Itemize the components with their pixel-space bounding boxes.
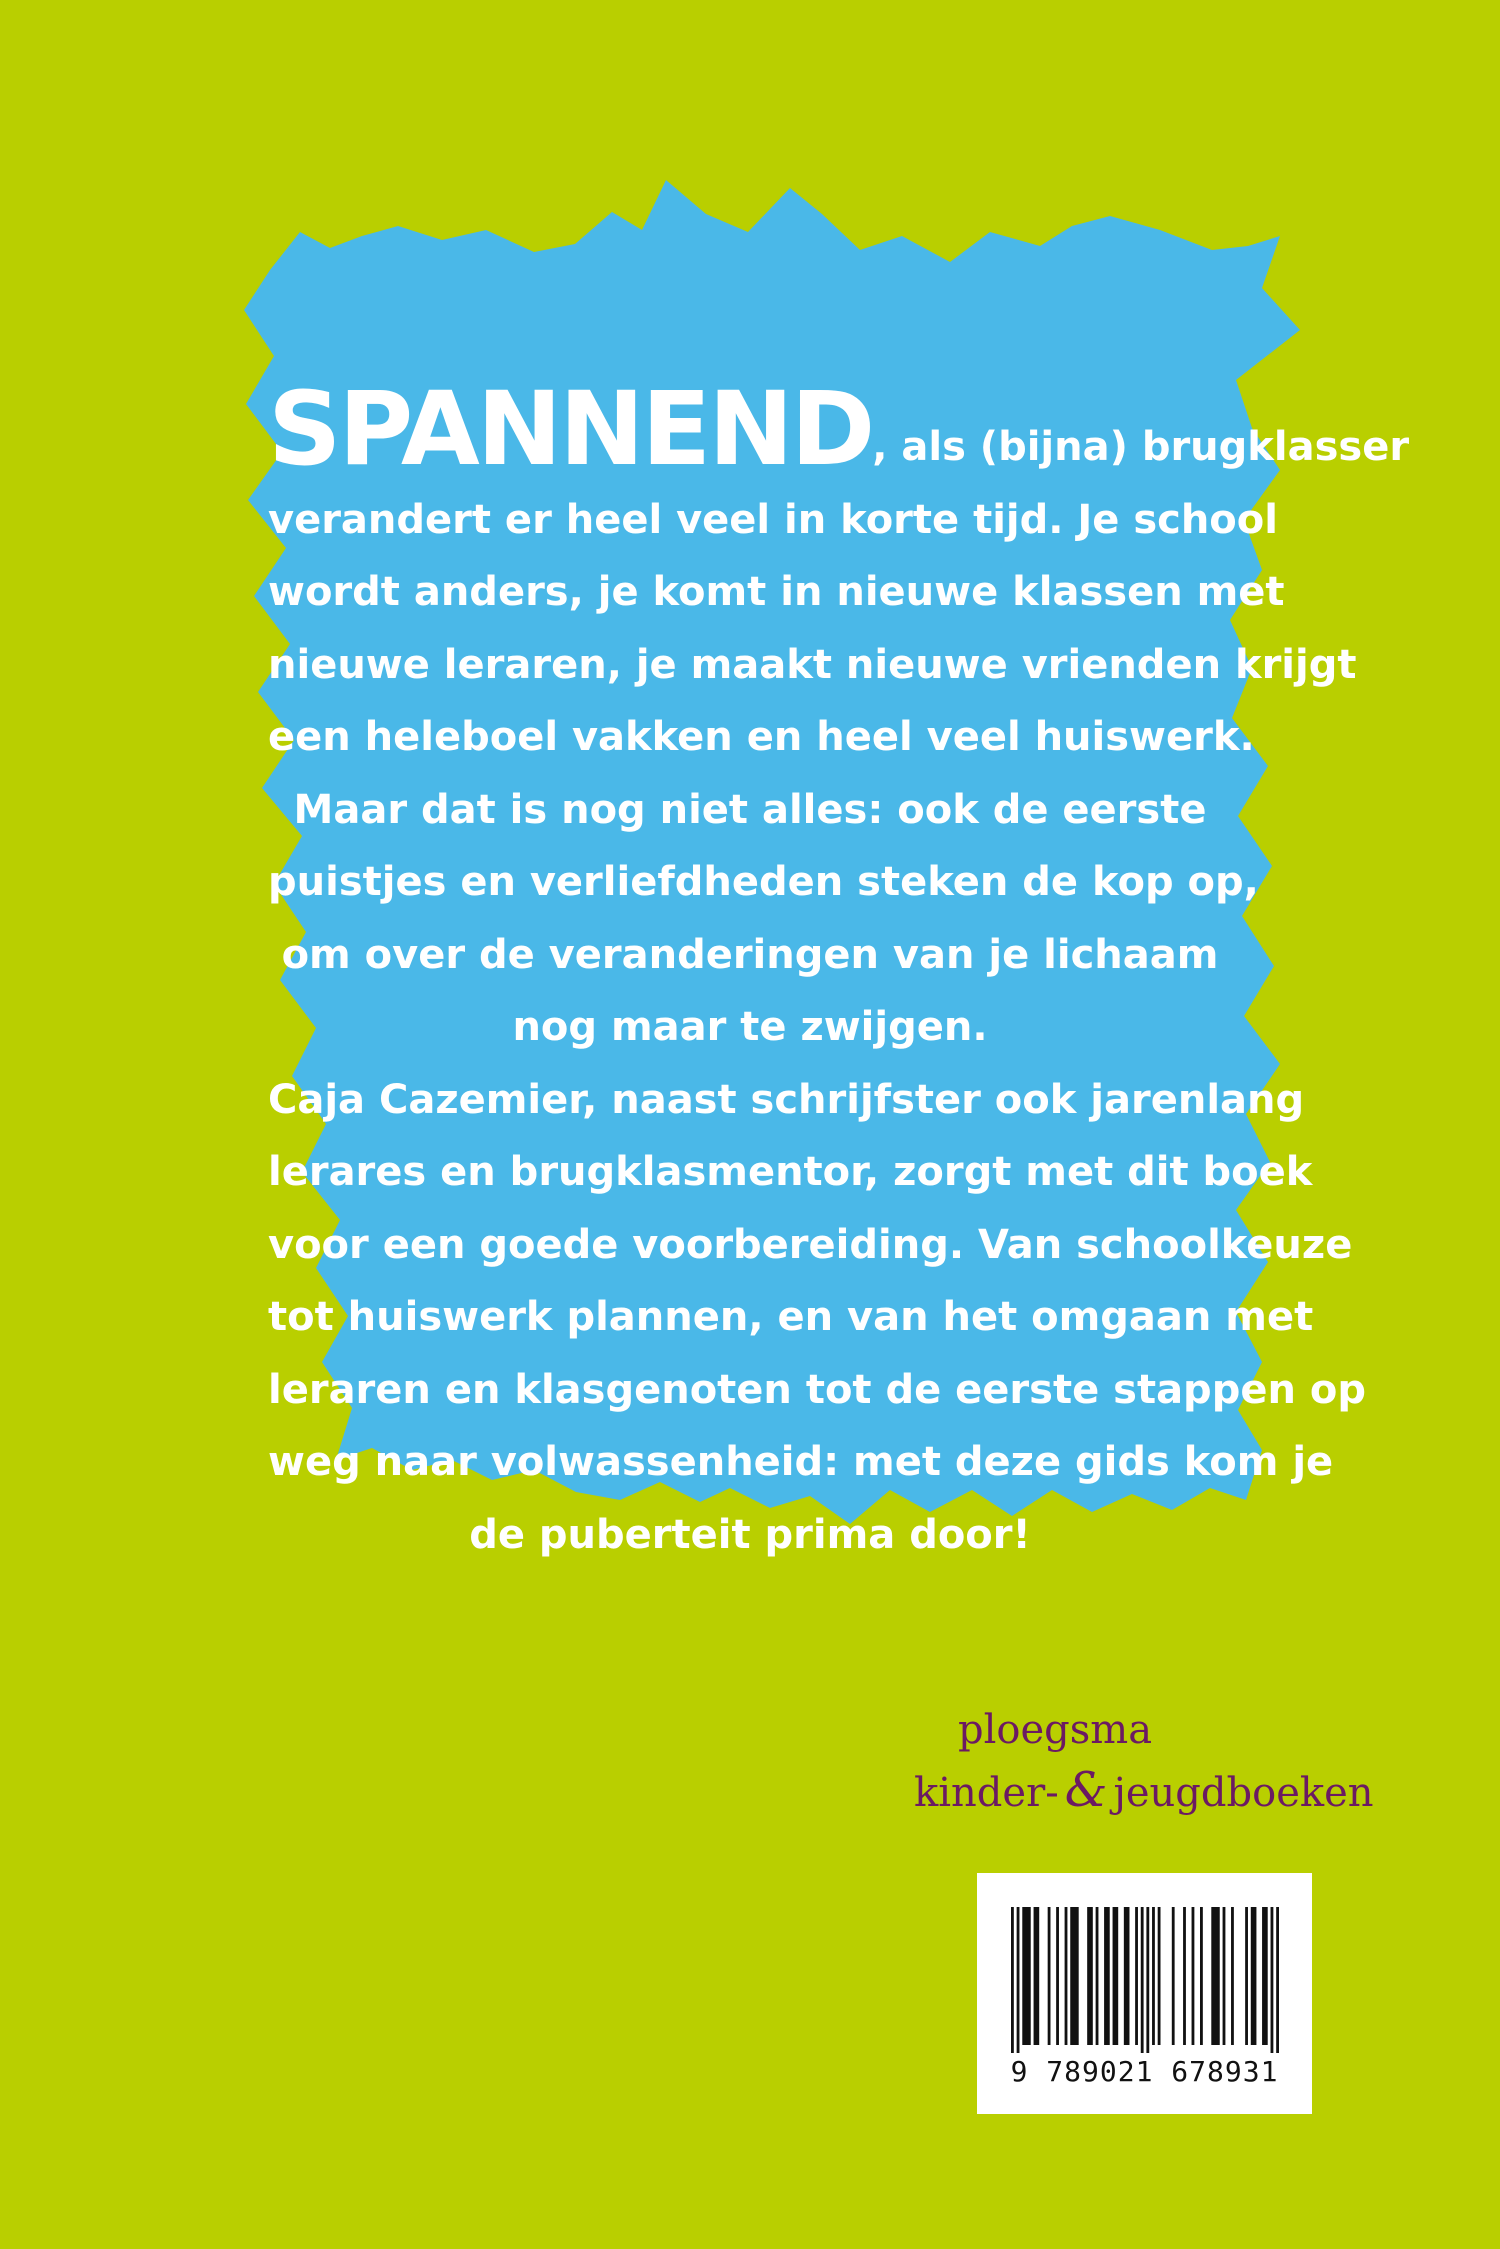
blurb-line: verandert er heel veel in korte tijd. Je school [268, 496, 1278, 543]
barcode-bar [1158, 1907, 1161, 2045]
barcode-bar [1200, 1907, 1203, 2045]
blurb-line: leraren en klasgenoten tot de eerste stappen op [268, 1366, 1366, 1413]
publisher-imprint [914, 1760, 1374, 1823]
blurb-line-text: , als (bijna) brugklasser [872, 424, 1410, 470]
barcode-bar [1065, 1907, 1068, 2045]
barcode-bar [1276, 1907, 1279, 2053]
blurb-line: weg naar volwassenheid: met deze gids kom je [268, 1439, 1334, 1485]
blurb-line: een heleboel vakken en heel veel huiswerk. [268, 714, 1255, 760]
barcode-bar [1152, 1907, 1155, 2045]
blurb-line: om over de veranderingen van je lichaam [281, 931, 1219, 978]
barcode-bar [1172, 1907, 1175, 2045]
barcode-bar [1104, 1907, 1110, 2045]
blurb-line: voor een goede voorbereiding. Van schoolkeuze [268, 1221, 1353, 1268]
barcode-bar [1056, 1907, 1059, 2045]
blurb-line: nog maar te zwijgen. [512, 1004, 988, 1050]
blurb-line: lerares en brugklasmentor, zorgt met dit boek [268, 1149, 1313, 1195]
barcode-bar [1211, 1907, 1219, 2045]
barcode-bar [1048, 1907, 1051, 2045]
blurb-line: de puberteit prima door! [469, 1511, 1031, 1558]
barcode-bar [1223, 1907, 1226, 2045]
blurb-line: nieuwe leraren, je maakt nieuwe vrienden krijgt [268, 641, 1357, 688]
blurb-title: SPANNEND [268, 370, 873, 489]
barcode-bar [1017, 1907, 1020, 2053]
blurb-line: puistjes en verliefdheden steken de kop op, [268, 859, 1259, 905]
barcode-bar [1135, 1907, 1138, 2045]
barcode-bar [1113, 1907, 1119, 2045]
blurb-line-1 [268, 370, 1410, 489]
ampersand-glyph: & [1064, 1762, 1108, 1818]
barcode-bar [1034, 1907, 1040, 2045]
barcode-bar [1262, 1907, 1268, 2045]
barcode-bar [1271, 1907, 1274, 2053]
blurb-line: Caja Cazemier, naast schrijfster ook jarenlang [268, 1076, 1305, 1123]
barcode-bar [1231, 1907, 1234, 2045]
barcode-bar [1146, 1907, 1149, 2053]
barcode-bar [1251, 1907, 1257, 2045]
imprint-right: jeugdboeken [1113, 1770, 1374, 1816]
blurb-line: Maar dat is nog niet alles: ook de eerste [293, 786, 1207, 833]
barcode-bar [1096, 1907, 1099, 2045]
barcode-bar [1245, 1907, 1248, 2045]
imprint-left: kinder- [914, 1770, 1059, 1816]
blurb-line: wordt anders, je komt in nieuwe klassen met [268, 569, 1285, 615]
publisher-logo [914, 1700, 1374, 1823]
publisher-name: ploegsma [958, 1707, 1153, 1753]
barcode-bar [1141, 1907, 1144, 2053]
blurb-line: tot huiswerk plannen, en van het omgaan met [268, 1294, 1314, 1340]
barcode-bar [1124, 1907, 1130, 2045]
blurb-text [268, 370, 1410, 1571]
barcode [977, 1873, 1312, 2114]
barcode-bar [1011, 1907, 1014, 2053]
barcode-bar [1070, 1907, 1078, 2045]
barcode-bar [1087, 1907, 1093, 2045]
barcode-bar [1022, 1907, 1030, 2045]
barcode-bar [1183, 1907, 1186, 2045]
barcode-bar [1192, 1907, 1195, 2045]
barcode-number: 9 789021 678931 [1010, 2055, 1279, 2088]
barcode-bars [1011, 1907, 1279, 2053]
